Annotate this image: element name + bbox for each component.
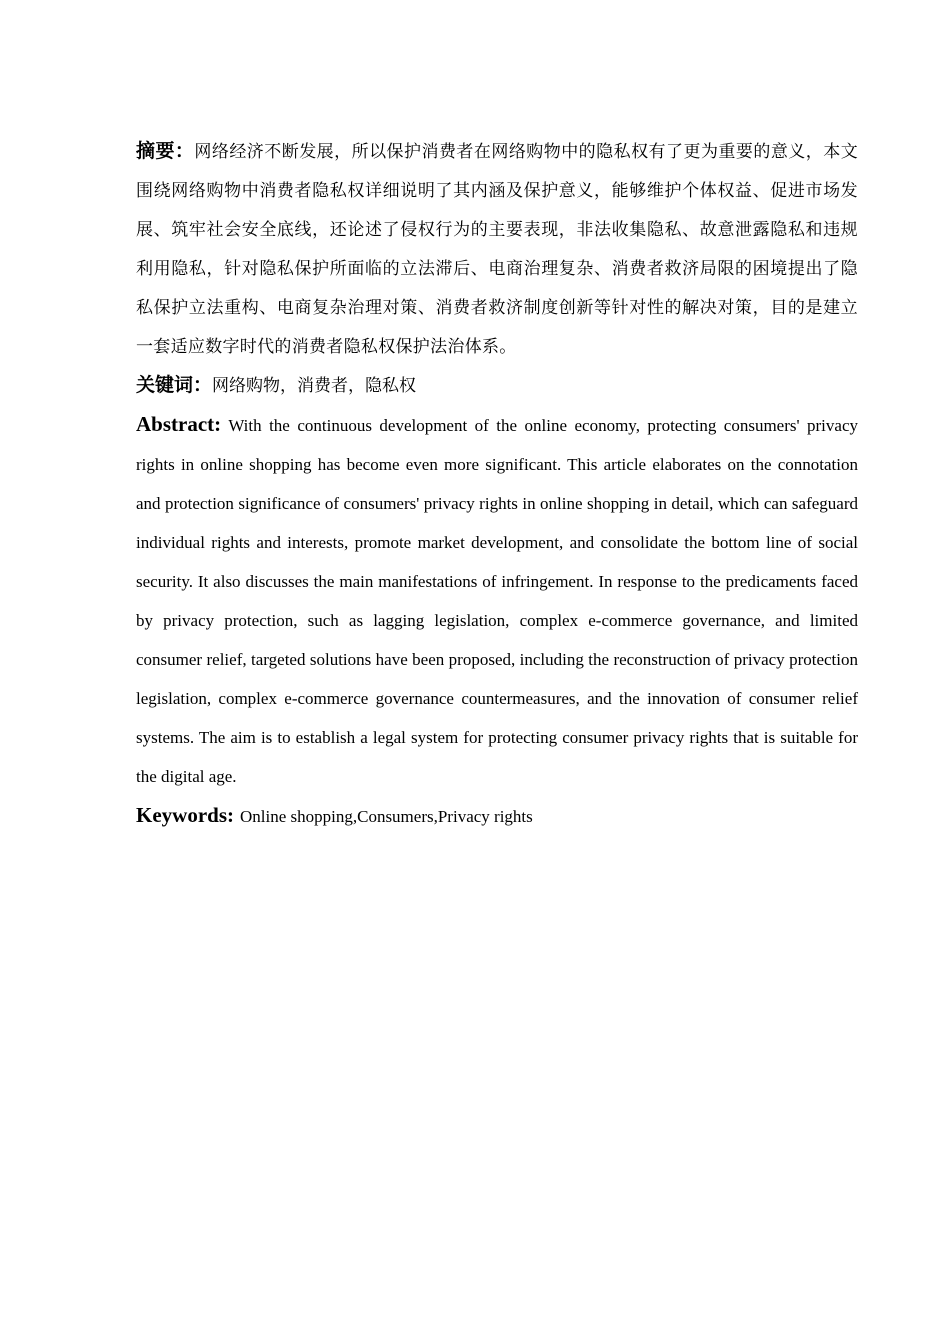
document-page bbox=[136, 132, 858, 836]
chinese-keywords-label: 关键词： bbox=[136, 374, 213, 396]
chinese-keywords bbox=[136, 366, 858, 405]
english-abstract bbox=[136, 405, 858, 796]
chinese-abstract-text: 网络经济不断发展，所以保护消费者在网络购物中的隐私权有了更为重要的意义，本文围绕网络购物中消费者隐私权详细说明了其内涵及保护意义，能够维护个体权益、促进市场发展、筑牢社会安全底线，还论述了侵权行为的主要表现，非法收集隐私、故意泄露隐私和违规利用隐私，针对隐私保护所面临的立法滞后、电商治理复杂、消费者救济局限的困境提出了隐私保护立法重构、电商复杂治理对策、消费者救济制度创新等针对性的解决对策，目的是建立一套适应数字时代的消费者隐私权保护法治体系。 bbox=[136, 142, 858, 356]
chinese-keywords-text: 网络购物，消费者，隐私权 bbox=[212, 376, 417, 395]
english-keywords bbox=[136, 796, 858, 836]
english-abstract-label: Abstract: bbox=[136, 412, 222, 436]
chinese-abstract-label: 摘要： bbox=[136, 140, 195, 162]
english-abstract-text: With the continuous development of the online economy, protecting consumers' privacy rights in online shopping has become even more significant. This article elaborates on the connotation and protection significance of consumers' privacy rights in online shopping in detail, which can safeguard individual rights and interests, promote market development, and consolidate the bottom line of social security. It also discusses the main manifestations of infringement. In response to the predicaments faced by privacy protection, such as lagging legislation, complex e-commerce governance, and limited consumer relief, targeted solutions have been proposed, including the reconstruction of privacy protection legislation, complex e-commerce governance countermeasures, and the innovation of consumer relief systems. The aim is to establish a legal system for protecting consumer privacy rights that is suitable for the digital age. bbox=[136, 416, 858, 786]
english-keywords-label: Keywords: bbox=[136, 803, 234, 827]
english-keywords-text: Online shopping,Consumers,Privacy rights bbox=[240, 807, 533, 826]
chinese-abstract bbox=[136, 132, 858, 366]
